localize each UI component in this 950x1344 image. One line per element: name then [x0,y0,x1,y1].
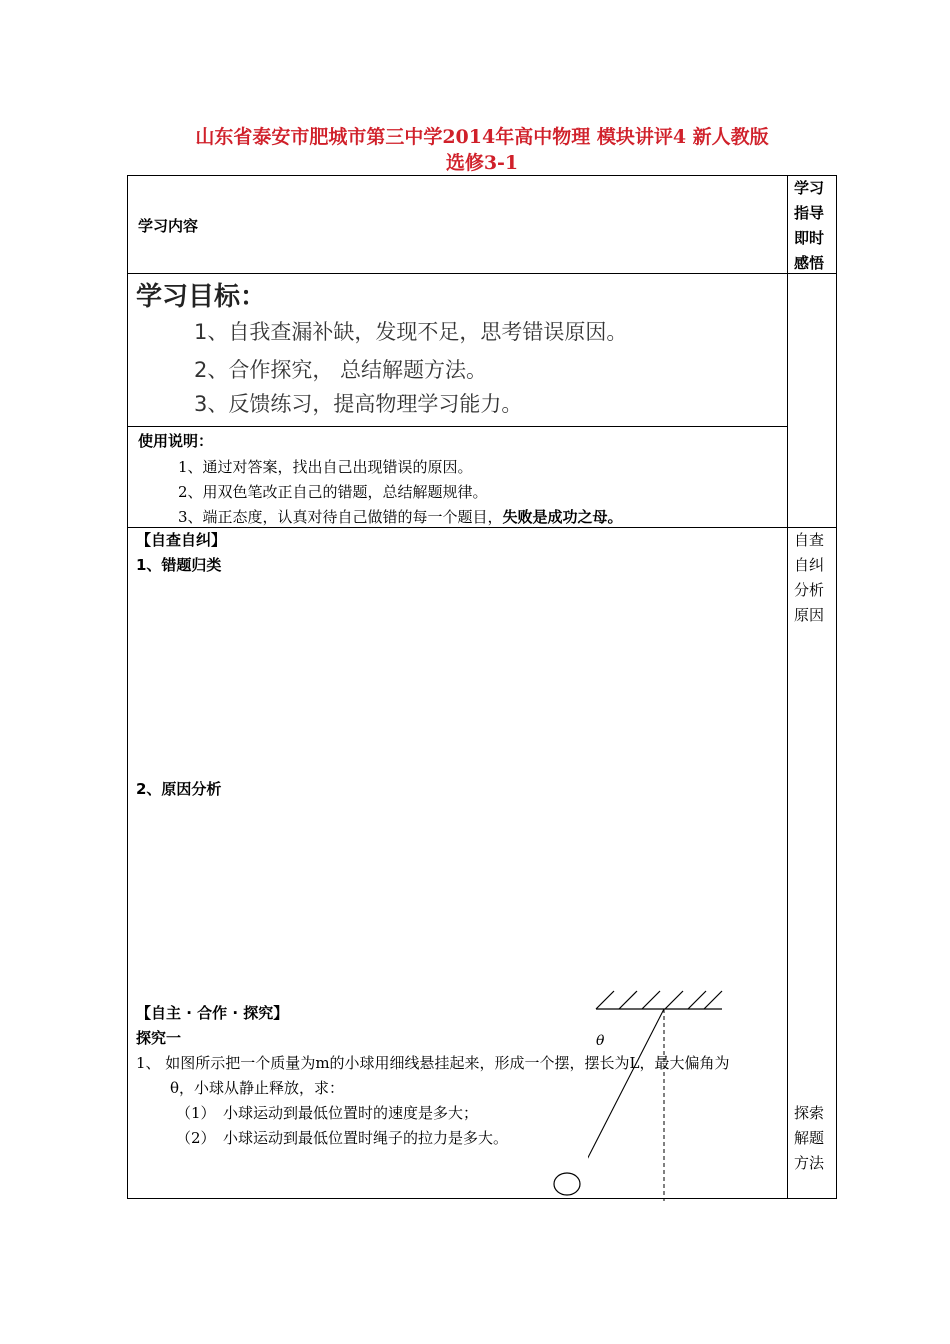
row-divider-1-right [787,273,836,274]
self-check-section-1: 1、错题归类 [136,556,222,574]
self-check-side-1: 自查 [794,531,825,549]
angle-label: θ [596,1033,605,1049]
content-label: 学习内容 [138,217,199,235]
document-title [128,124,836,176]
pendulum-ball [552,1171,582,1197]
instruction-item-3-emphasis: 失败是成功之母。 [502,508,623,526]
explore-side-2: 解题 [794,1129,825,1147]
row-divider-1 [128,273,787,274]
instruction-item-3 [178,506,623,527]
instruction-item-2: 2、用双色笔改正自己的错题，总结解题规律。 [178,483,488,501]
self-check-side-3: 分析 [794,581,825,599]
guide-column-header [794,176,830,276]
row-divider-2 [128,426,787,427]
explore-side-note [794,1101,830,1176]
self-check-section-2: 2、原因分析 [136,780,222,798]
explore-side-1: 探索 [794,1104,825,1122]
question-1-line-2: θ，小球从静止释放，求： [170,1079,345,1097]
goals-title: 学习目标： [136,282,267,312]
title-line-1: 山东省泰安市肥城市第三中学2014年高中物理 模块讲评4 新人教版 [195,126,769,148]
guide-char-4: 感悟 [794,254,825,272]
study-table [127,175,837,1199]
column-divider [787,176,788,1198]
question-1-part-2: （2） 小球运动到最低位置时绳子的拉力是多大。 [176,1129,509,1147]
ceiling-hatch [596,991,722,1009]
self-check-side-4: 原因 [794,606,825,624]
self-check-header: 【自查自纠】 [136,531,227,549]
title-line-2: 选修3-1 [445,152,519,174]
self-check-side-note [794,528,830,628]
guide-char-3: 即时 [794,229,825,247]
guide-char-1: 学习 [794,179,825,197]
goal-item-2: 2、合作探究， 总结解题方法。 [194,358,488,382]
explore-header: 【自主 · 合作 · 探究】 [136,1004,289,1022]
instruction-item-1: 1、通过对答案，找出自己出现错误的原因。 [178,458,473,476]
self-check-side-2: 自纠 [794,556,825,574]
question-1-part-1: （1） 小球运动到最低位置时的速度是多大； [176,1104,479,1122]
instruction-item-3-text: 3、端正态度，认真对待自己做错的每一个题目， [178,508,503,526]
question-1-line-1: 1、 如图所示把一个质量为m的小球用细线悬挂起来，形成一个摆，摆长为L，最大偏角为 [136,1054,730,1072]
explore-subheader: 探究一 [136,1029,182,1047]
pendulum-diagram [588,981,728,1201]
row-divider-3 [128,527,787,528]
goal-item-3: 3、反馈练习，提高物理学习能力。 [194,392,523,416]
guide-char-2: 指导 [794,204,825,222]
explore-side-3: 方法 [794,1154,825,1172]
goal-item-1: 1、自我查漏补缺，发现不足，思考错误原因。 [194,320,628,344]
instructions-title: 使用说明： [138,432,214,450]
